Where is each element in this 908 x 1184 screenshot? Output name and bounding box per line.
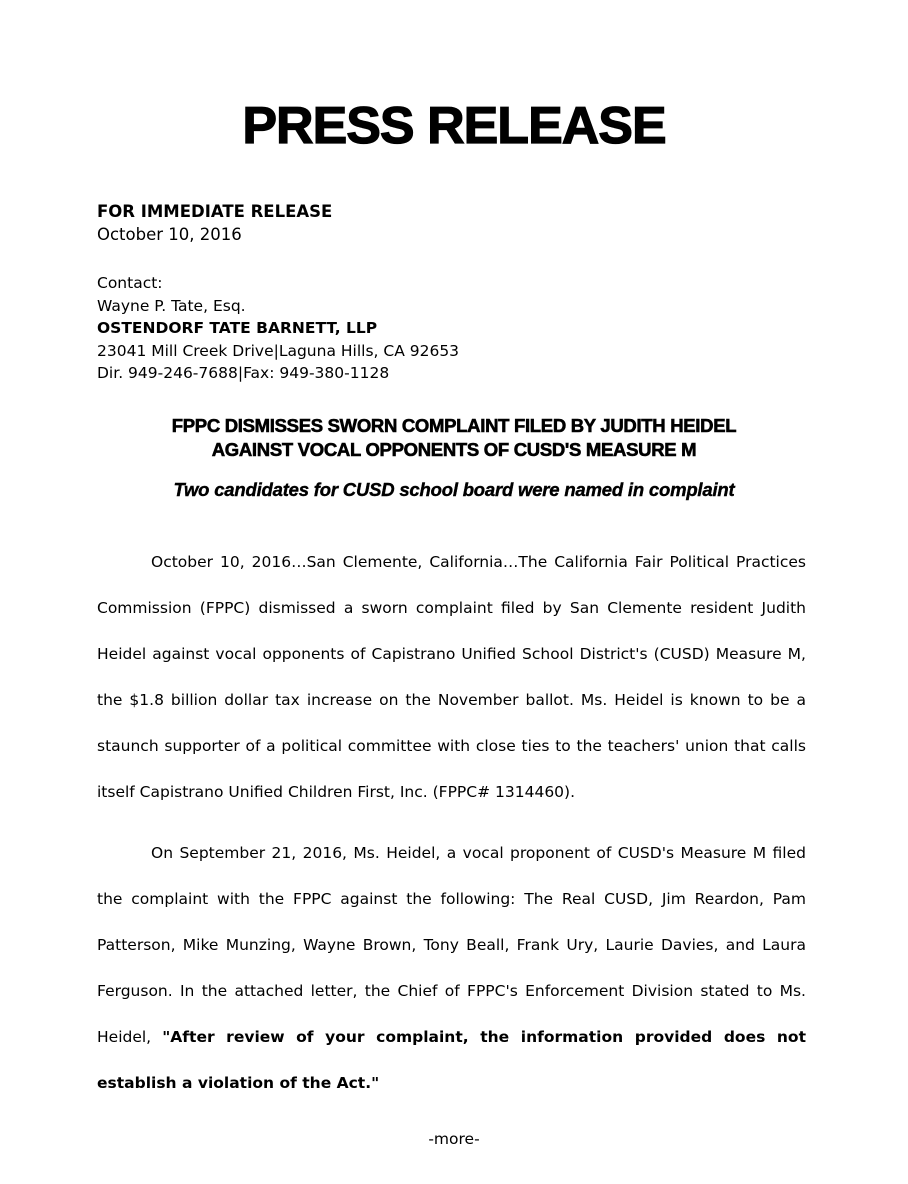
page-title: PRESS RELEASE	[242, 97, 666, 155]
paragraph-2-quote: "After review of your complaint, the information provided does not establish a violation of the Act."	[97, 1028, 806, 1092]
contact-label: Contact:	[97, 274, 163, 292]
contact-name: Wayne P. Tate, Esq.	[97, 296, 246, 315]
body-paragraph-1	[97, 539, 806, 815]
headline	[40, 414, 868, 462]
subheadline: Two candidates for CUSD school board were named in complaint	[173, 479, 735, 500]
release-header	[97, 200, 817, 246]
paragraph-2-text: On September 21, 2016, Ms. Heidel, a vocal proponent of CUSD's Measure M filed the complaint with the FPPC against the following: The Real CUSD, Jim Reardon, Pam Patterson, Mike Munzing, Wayne Brown, Tony Beall, Frank Ury, Laurie Davies, and Laura Ferguson. In the attached letter, the Chief of FPPC's Enforcement Division stated to Ms. Heidel,	[97, 844, 806, 1046]
release-date: October 10, 2016	[97, 225, 242, 244]
paragraph-1-text: October 10, 2016…San Clemente, California…The California Fair Political Practices Commission (FPPC) dismissed a sworn complaint filed by San Clemente resident Judith Heidel against vocal opponents of Capistrano Unified School District's (CUSD) Measure M, the $1.8 billion dollar tax increase on the November ballot. Ms. Heidel is known to be a staunch supporter of a political committee with close ties to the teachers' union that calls itself Capistrano Unified Children First, Inc. (FPPC# 1314460).	[97, 553, 806, 801]
body-paragraph-2	[97, 830, 806, 1106]
release-label: FOR IMMEDIATE RELEASE	[97, 202, 333, 221]
contact-phone: Dir. 949-246-7688|Fax: 949-380-1128	[97, 364, 390, 382]
headline-line-2: AGAINST VOCAL OPPONENTS OF CUSD'S MEASURE M	[211, 439, 697, 460]
footer-more: -more-	[428, 1130, 480, 1148]
contact-address: 23041 Mill Creek Drive|Laguna Hills, CA 92653	[97, 341, 460, 360]
contact-firm: OSTENDORF TATE BARNETT, LLP	[97, 319, 378, 337]
contact-block	[97, 272, 817, 385]
headline-line-1: FPPC DISMISSES SWORN COMPLAINT FILED BY JUDITH HEIDEL	[171, 415, 737, 436]
